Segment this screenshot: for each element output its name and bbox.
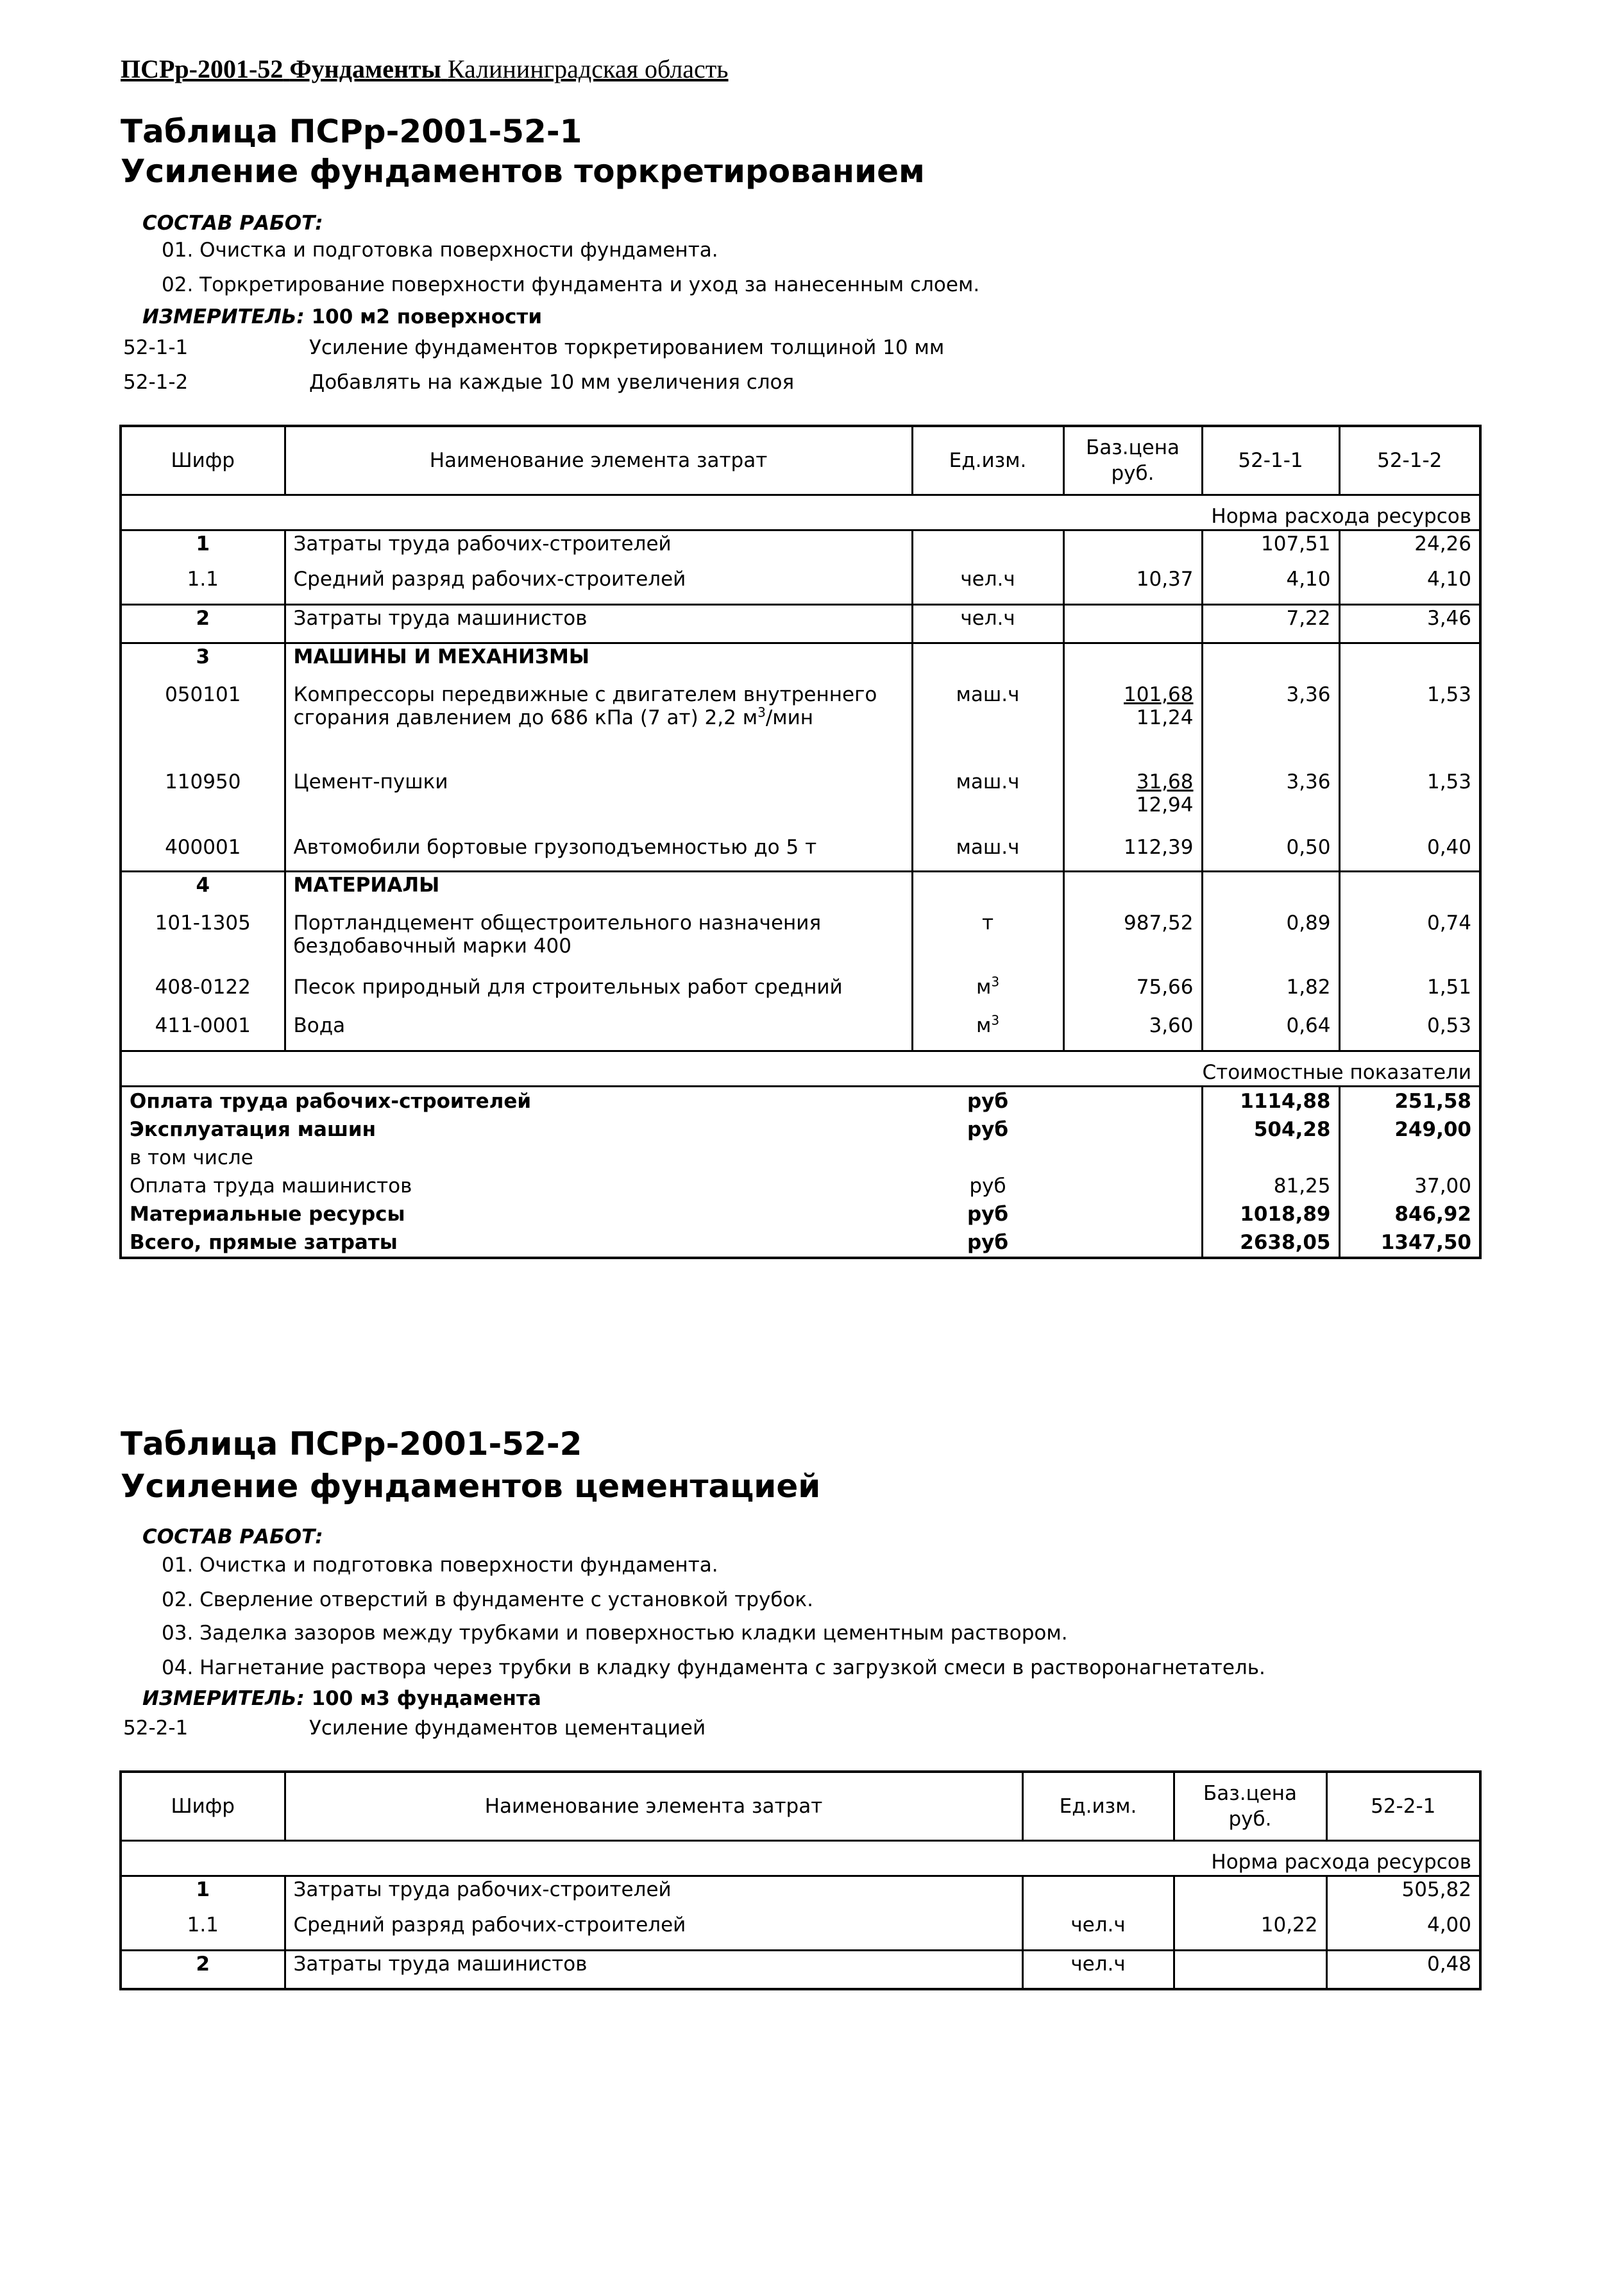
meter-label: ИЗМЕРИТЕЛЬ: (142, 305, 305, 328)
table-row (121, 682, 1480, 769)
table-row (121, 910, 1480, 974)
row-unit (1022, 1876, 1174, 1912)
table2-op-3: 03. Заделка зазоров между трубками и поверхностью кладки цементным раствором. (162, 1622, 1068, 1645)
row-value-2: 0,40 (1339, 835, 1480, 872)
row-name: Цемент-пушки (285, 769, 912, 835)
header-code: ПСРр-2001-52 (121, 55, 283, 83)
cost-price (1063, 1228, 1202, 1258)
col-price-line2: руб. (1111, 462, 1155, 485)
cost-name: в том числе (130, 1146, 253, 1169)
table1-title: Таблица ПСРр-2001-52-1 (121, 113, 582, 150)
row-unit: чел.ч (1022, 1912, 1174, 1951)
table-row (121, 835, 1480, 872)
meter-value: 100 м2 поверхности (311, 305, 543, 328)
row-name: МАШИНЫ И МЕХАНИЗМЫ (285, 643, 912, 682)
cost-price (1063, 1144, 1202, 1172)
cost-value-2 (1339, 1144, 1480, 1172)
cost-value-1 (1202, 1144, 1339, 1172)
row-value-1: 4,10 (1202, 566, 1339, 605)
row-price: 112,39 (1063, 835, 1202, 872)
row-unit: чел.ч (1022, 1951, 1174, 1989)
row-unit: маш.ч (912, 682, 1063, 769)
row-name: Песок природный для строительных работ средний (285, 974, 912, 1013)
row-unit (912, 974, 1063, 1013)
table2-code-1: 52-2-1 (123, 1717, 189, 1740)
cost-value-2: 251,58 (1339, 1087, 1480, 1116)
col-52-2-1: 52-2-1 (1326, 1772, 1480, 1841)
cost-label: Стоимостные показатели (121, 1051, 1480, 1087)
cost-item-row (121, 1087, 1480, 1116)
table-row (121, 769, 1480, 835)
header-region: Калининградская область (447, 55, 729, 83)
table1-code-1-desc: Усиление фундаментов торкретированием толщиной 10 мм (309, 336, 945, 359)
row-value-1: 107,51 (1202, 530, 1339, 566)
cost-value-1: 1114,88 (1202, 1087, 1339, 1116)
table1-op-2: 02. Торкретирование поверхности фундамента и уход за нанесенным слоем. (162, 273, 980, 296)
row-name-line2: сгорания давлением до 686 кПа (7 ат) 2,2 м (293, 706, 758, 729)
row-value-1: 0,48 (1326, 1951, 1480, 1989)
unit-base: м (976, 1013, 992, 1037)
row-value-2: 1,53 (1339, 769, 1480, 835)
row-value-1: 0,89 (1202, 910, 1339, 974)
meter-value: 100 м3 фундамента (311, 1687, 541, 1710)
cost-item-row (121, 1144, 1480, 1172)
row-unit: чел.ч (912, 566, 1063, 605)
section-row (121, 872, 1480, 910)
row-name: Затраты труда машинистов (285, 605, 912, 643)
price-total: 101,68 (1124, 682, 1194, 706)
col-price-line1: Баз.цена (1085, 436, 1180, 459)
row-value-1: 3,36 (1202, 682, 1339, 769)
cost-value-1: 504,28 (1202, 1115, 1339, 1144)
row-price (1063, 605, 1202, 643)
cost-item-row (121, 1200, 1480, 1228)
cost-unit (912, 1144, 1063, 1172)
cost-value-2: 1347,50 (1339, 1228, 1480, 1258)
table-row (121, 566, 1480, 605)
row-price: 3,60 (1063, 1013, 1202, 1051)
cost-unit: руб (967, 1231, 1009, 1254)
running-header (121, 54, 729, 84)
meter-label: ИЗМЕРИТЕЛЬ: (142, 1687, 305, 1710)
row-value-2 (1339, 643, 1480, 682)
table1-op-1: 01. Очистка и подготовка поверхности фундамента. (162, 239, 718, 262)
table-header-row (121, 426, 1480, 495)
col-name: Наименование элемента затрат (285, 1772, 1022, 1841)
unit-superscript: 3 (991, 974, 1000, 990)
col-code: Шифр (121, 1772, 285, 1841)
row-value-1 (1202, 872, 1339, 910)
cost-value-1: 1018,89 (1202, 1200, 1339, 1228)
row-code: 2 (121, 1951, 285, 1989)
cost-value-1: 81,25 (1202, 1172, 1339, 1200)
row-code: 110950 (121, 769, 285, 835)
row-value-1: 7,22 (1202, 605, 1339, 643)
row-value-1: 1,82 (1202, 974, 1339, 1013)
col-unit: Ед.изм. (1022, 1772, 1174, 1841)
col-name: Наименование элемента затрат (285, 426, 912, 495)
table2-meter (142, 1687, 541, 1710)
row-code: 1.1 (121, 1912, 285, 1951)
price-total: 31,68 (1136, 770, 1194, 793)
row-name: Затраты труда рабочих-строителей (285, 530, 912, 566)
row-price: 10,22 (1174, 1912, 1326, 1951)
row-code: 400001 (121, 835, 285, 872)
cost-item-row (121, 1172, 1480, 1200)
row-name: Средний разряд рабочих-строителей (285, 1912, 1022, 1951)
table1-code-1: 52-1-1 (123, 336, 189, 359)
row-code: 1 (121, 530, 285, 566)
col-price-line1: Баз.цена (1203, 1782, 1298, 1805)
col-price (1063, 426, 1202, 495)
row-unit: т (912, 910, 1063, 974)
row-value-2: 1,53 (1339, 682, 1480, 769)
table2-grid (119, 1770, 1482, 1990)
row-name-line2-end: /мин (765, 706, 814, 729)
table-row (121, 530, 1480, 566)
row-code: 411-0001 (121, 1013, 285, 1051)
row-value-1: 0,50 (1202, 835, 1339, 872)
table-row (121, 1013, 1480, 1051)
row-name: Затраты труда машинистов (285, 1951, 1022, 1989)
cost-price (1063, 1172, 1202, 1200)
cost-name: Всего, прямые затраты (130, 1231, 398, 1254)
row-unit: чел.ч (912, 605, 1063, 643)
table-row (121, 1876, 1480, 1912)
cost-name: Оплата труда рабочих-строителей (130, 1090, 532, 1113)
table2-title: Таблица ПСРр-2001-52-2 (121, 1425, 582, 1462)
row-name (285, 682, 912, 769)
col-price-line2: руб. (1228, 1808, 1272, 1831)
row-value-1: 505,82 (1326, 1876, 1480, 1912)
row-value-2: 1,51 (1339, 974, 1480, 1013)
row-value-2: 3,46 (1339, 605, 1480, 643)
col-unit: Ед.изм. (912, 426, 1063, 495)
row-name: Вода (285, 1013, 912, 1051)
col-52-1-1: 52-1-1 (1202, 426, 1339, 495)
row-name: Затраты труда рабочих-строителей (285, 1876, 1022, 1912)
norm-row (121, 495, 1480, 530)
row-price: 10,37 (1063, 566, 1202, 605)
cost-value-2: 249,00 (1339, 1115, 1480, 1144)
row-unit: маш.ч (912, 835, 1063, 872)
row-code: 408-0122 (121, 974, 285, 1013)
row-price (1174, 1951, 1326, 1989)
table2-subtitle: Усиление фундаментов цементацией (121, 1468, 821, 1505)
cost-unit: руб (967, 1118, 1009, 1141)
cost-unit: руб (969, 1174, 1006, 1198)
row-value-2: 4,10 (1339, 566, 1480, 605)
row-name-line2: бездобавочный марки 400 (293, 934, 571, 958)
row-code: 1.1 (121, 566, 285, 605)
row-code: 050101 (121, 682, 285, 769)
row-value-2: 24,26 (1339, 530, 1480, 566)
row-code: 101-1305 (121, 910, 285, 974)
row-value-2: 0,74 (1339, 910, 1480, 974)
row-code: 1 (121, 1876, 285, 1912)
row-name: Автомобили бортовые грузоподъемностью до 5 т (285, 835, 912, 872)
cost-name: Материальные ресурсы (130, 1203, 405, 1226)
table1-works-label: СОСТАВ РАБОТ: (142, 212, 323, 235)
cost-item-row (121, 1115, 1480, 1144)
table1-grid (119, 425, 1482, 1259)
cost-value-1: 2638,05 (1202, 1228, 1339, 1258)
row-value-1: 0,64 (1202, 1013, 1339, 1051)
norm-label: Норма расхода ресурсов (121, 495, 1480, 530)
row-price (1174, 1876, 1326, 1912)
table-row (121, 974, 1480, 1013)
cost-unit: руб (967, 1203, 1009, 1226)
col-code: Шифр (121, 426, 285, 495)
table2-op-2: 02. Сверление отверстий в фундаменте с установкой трубок. (162, 1588, 814, 1611)
row-name: МАТЕРИАЛЫ (285, 872, 912, 910)
cost-price (1063, 1200, 1202, 1228)
row-code: 3 (121, 643, 285, 682)
cost-price (1063, 1115, 1202, 1144)
table2-op-4: 04. Нагнетание раствора через трубки в кладку фундамента с загрузкой смеси в растворонагнетатель. (162, 1656, 1265, 1679)
row-value-1: 4,00 (1326, 1912, 1480, 1951)
table-row (121, 605, 1480, 643)
table1-meter (142, 305, 542, 328)
price-labor: 12,94 (1136, 793, 1194, 817)
row-name-line1: Портландцемент общестроительного назначения (293, 911, 822, 935)
section-row (121, 643, 1480, 682)
row-unit (912, 872, 1063, 910)
row-unit (912, 1013, 1063, 1051)
norm-row (121, 1841, 1480, 1876)
row-name-line1: Компрессоры передвижные с двигателем внутреннего (293, 682, 877, 706)
cost-item-row (121, 1228, 1480, 1258)
table-header-row (121, 1772, 1480, 1841)
row-price (1063, 643, 1202, 682)
row-unit (912, 643, 1063, 682)
table1-code-2: 52-1-2 (123, 371, 189, 394)
row-value-2: 0,53 (1339, 1013, 1480, 1051)
unit-superscript: 3 (991, 1012, 1000, 1028)
row-value-2 (1339, 872, 1480, 910)
table-row (121, 1951, 1480, 1989)
cost-unit: руб (967, 1090, 1009, 1113)
row-value-1 (1202, 643, 1339, 682)
row-code: 2 (121, 605, 285, 643)
row-name: Средний разряд рабочих-строителей (285, 566, 912, 605)
col-price (1174, 1772, 1326, 1841)
table-row (121, 1912, 1480, 1951)
cost-value-2: 846,92 (1339, 1200, 1480, 1228)
unit-base: м (976, 975, 992, 999)
cost-value-2: 37,00 (1339, 1172, 1480, 1200)
norm-label: Норма расхода ресурсов (121, 1841, 1480, 1876)
table1-code-2-desc: Добавлять на каждые 10 мм увеличения слоя (309, 371, 795, 394)
row-value-1: 3,36 (1202, 769, 1339, 835)
col-52-1-2: 52-1-2 (1339, 426, 1480, 495)
row-code: 4 (121, 872, 285, 910)
row-price (1063, 682, 1202, 769)
table2-op-1: 01. Очистка и подготовка поверхности фундамента. (162, 1554, 718, 1577)
unit-superscript: 3 (757, 704, 766, 720)
row-price (1063, 530, 1202, 566)
table1-subtitle: Усиление фундаментов торкретированием (121, 153, 925, 190)
table2-works-label: СОСТАВ РАБОТ: (142, 1525, 323, 1548)
row-name (285, 910, 912, 974)
row-price (1063, 872, 1202, 910)
cost-name: Оплата труда машинистов (130, 1174, 412, 1198)
cost-price (1063, 1087, 1202, 1116)
cost-row (121, 1051, 1480, 1087)
price-labor: 11,24 (1136, 706, 1194, 729)
row-price: 75,66 (1063, 974, 1202, 1013)
row-price (1063, 769, 1202, 835)
header-section: Фундаменты (289, 55, 441, 83)
row-unit: маш.ч (912, 769, 1063, 835)
cost-name: Эксплуатация машин (130, 1118, 376, 1141)
row-unit (912, 530, 1063, 566)
row-price: 987,52 (1063, 910, 1202, 974)
table2-code-1-desc: Усиление фундаментов цементацией (309, 1717, 706, 1740)
